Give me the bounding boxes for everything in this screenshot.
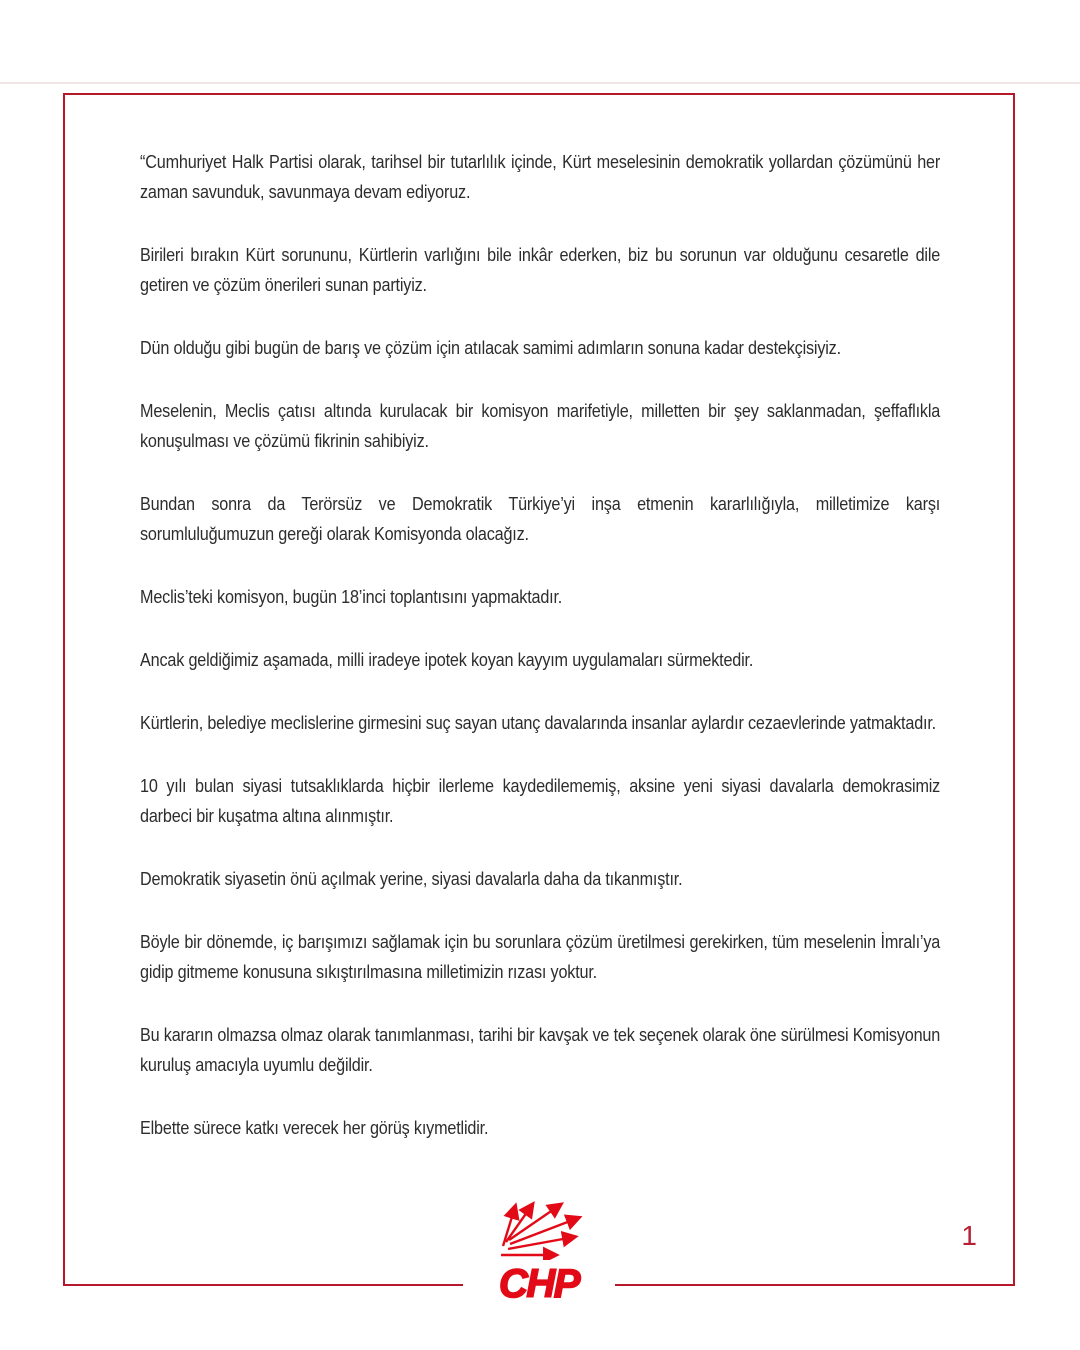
- statement-paragraphs: [140, 147, 940, 1143]
- statement-paragraph: Elbette sürece katkı verecek her görüş kıymetlidir.: [140, 1118, 489, 1138]
- statement-paragraph: Meselenin, Meclis çatısı altında kurulacak bir komisyon marifetiyle, milletten bir şey saklanmadan, şeffaflıkla konuşulması ve çözümü fikrinin sahibiyiz.: [140, 401, 941, 451]
- statement-paragraph: Dün olduğu gibi bugün de barış ve çözüm için atılacak samimi adımların sonuna kadar destekçisiyiz.: [140, 338, 841, 358]
- statement-text-area: [140, 147, 940, 1143]
- statement-paragraph: Ancak geldiğimiz aşamada, milli iradeye ipotek koyan kayyım uygulamaları sürmektedir.: [140, 650, 754, 670]
- statement-paragraph: Bu kararın olmazsa olmaz olarak tanımlanması, tarihi bir kavşak ve tek seçenek olarak öne sürülmesi Komisyonun kuruluş amacıyla uyumlu değildir.: [140, 1025, 941, 1075]
- chp-six-arrows-icon: [493, 1198, 585, 1260]
- statement-paragraph: Birileri bırakın Kürt sorununu, Kürtlerin varlığını bile inkâr ederken, biz bu sorunun var olduğunu cesaretle dile getiren ve çözüm önerileri sunan partiyiz.: [140, 245, 941, 295]
- chp-wordmark: CHP: [463, 1262, 615, 1306]
- statement-card-frame: [63, 93, 1015, 1306]
- statement-paragraph: Meclis’teki komisyon, bugün 18’inci toplantısını yapmaktadır.: [140, 587, 563, 607]
- top-edge-artifact: [0, 82, 1080, 84]
- statement-paragraph: Böyle bir dönemde, iç barışımızı sağlamak için bu sorunlara çözüm üretilmesi gerekirken, tüm meselenin İmralı’ya gidip gitmeme konusuna sıkıştırılmasına milletimizin rızası yoktur.: [140, 932, 941, 982]
- statement-paragraph: 10 yılı bulan siyasi tutsaklıklarda hiçbir ilerleme kaydedilememiş, aksine yeni siyasi davalarla demokrasimiz darbeci bir kuşatma altına alınmıştır.: [140, 776, 941, 826]
- statement-paragraph: Bundan sonra da Terörsüz ve Demokratik Türkiye’yi inşa etmenin kararlılığıyla, milletimize karşı sorumluluğumuzun gereği olarak Komisyonda olacağız.: [140, 494, 941, 544]
- statement-paragraph: Kürtlerin, belediye meclislerine girmesini suç sayan utanç davalarında insanlar aylardır cezaevlerinde yatmaktadır.: [140, 713, 937, 733]
- chp-logo: [463, 1198, 615, 1306]
- statement-paragraph: “Cumhuriyet Halk Partisi olarak, tarihsel bir tutarlılık içinde, Kürt meselesinin demokratik yollardan çözümünü her zaman savunduk, savunmaya devam ediyoruz.: [140, 152, 941, 202]
- statement-paragraph: Demokratik siyasetin önü açılmak yerine, siyasi davalarla daha da tıkanmıştır.: [140, 869, 683, 889]
- page-number: 1: [961, 1220, 977, 1251]
